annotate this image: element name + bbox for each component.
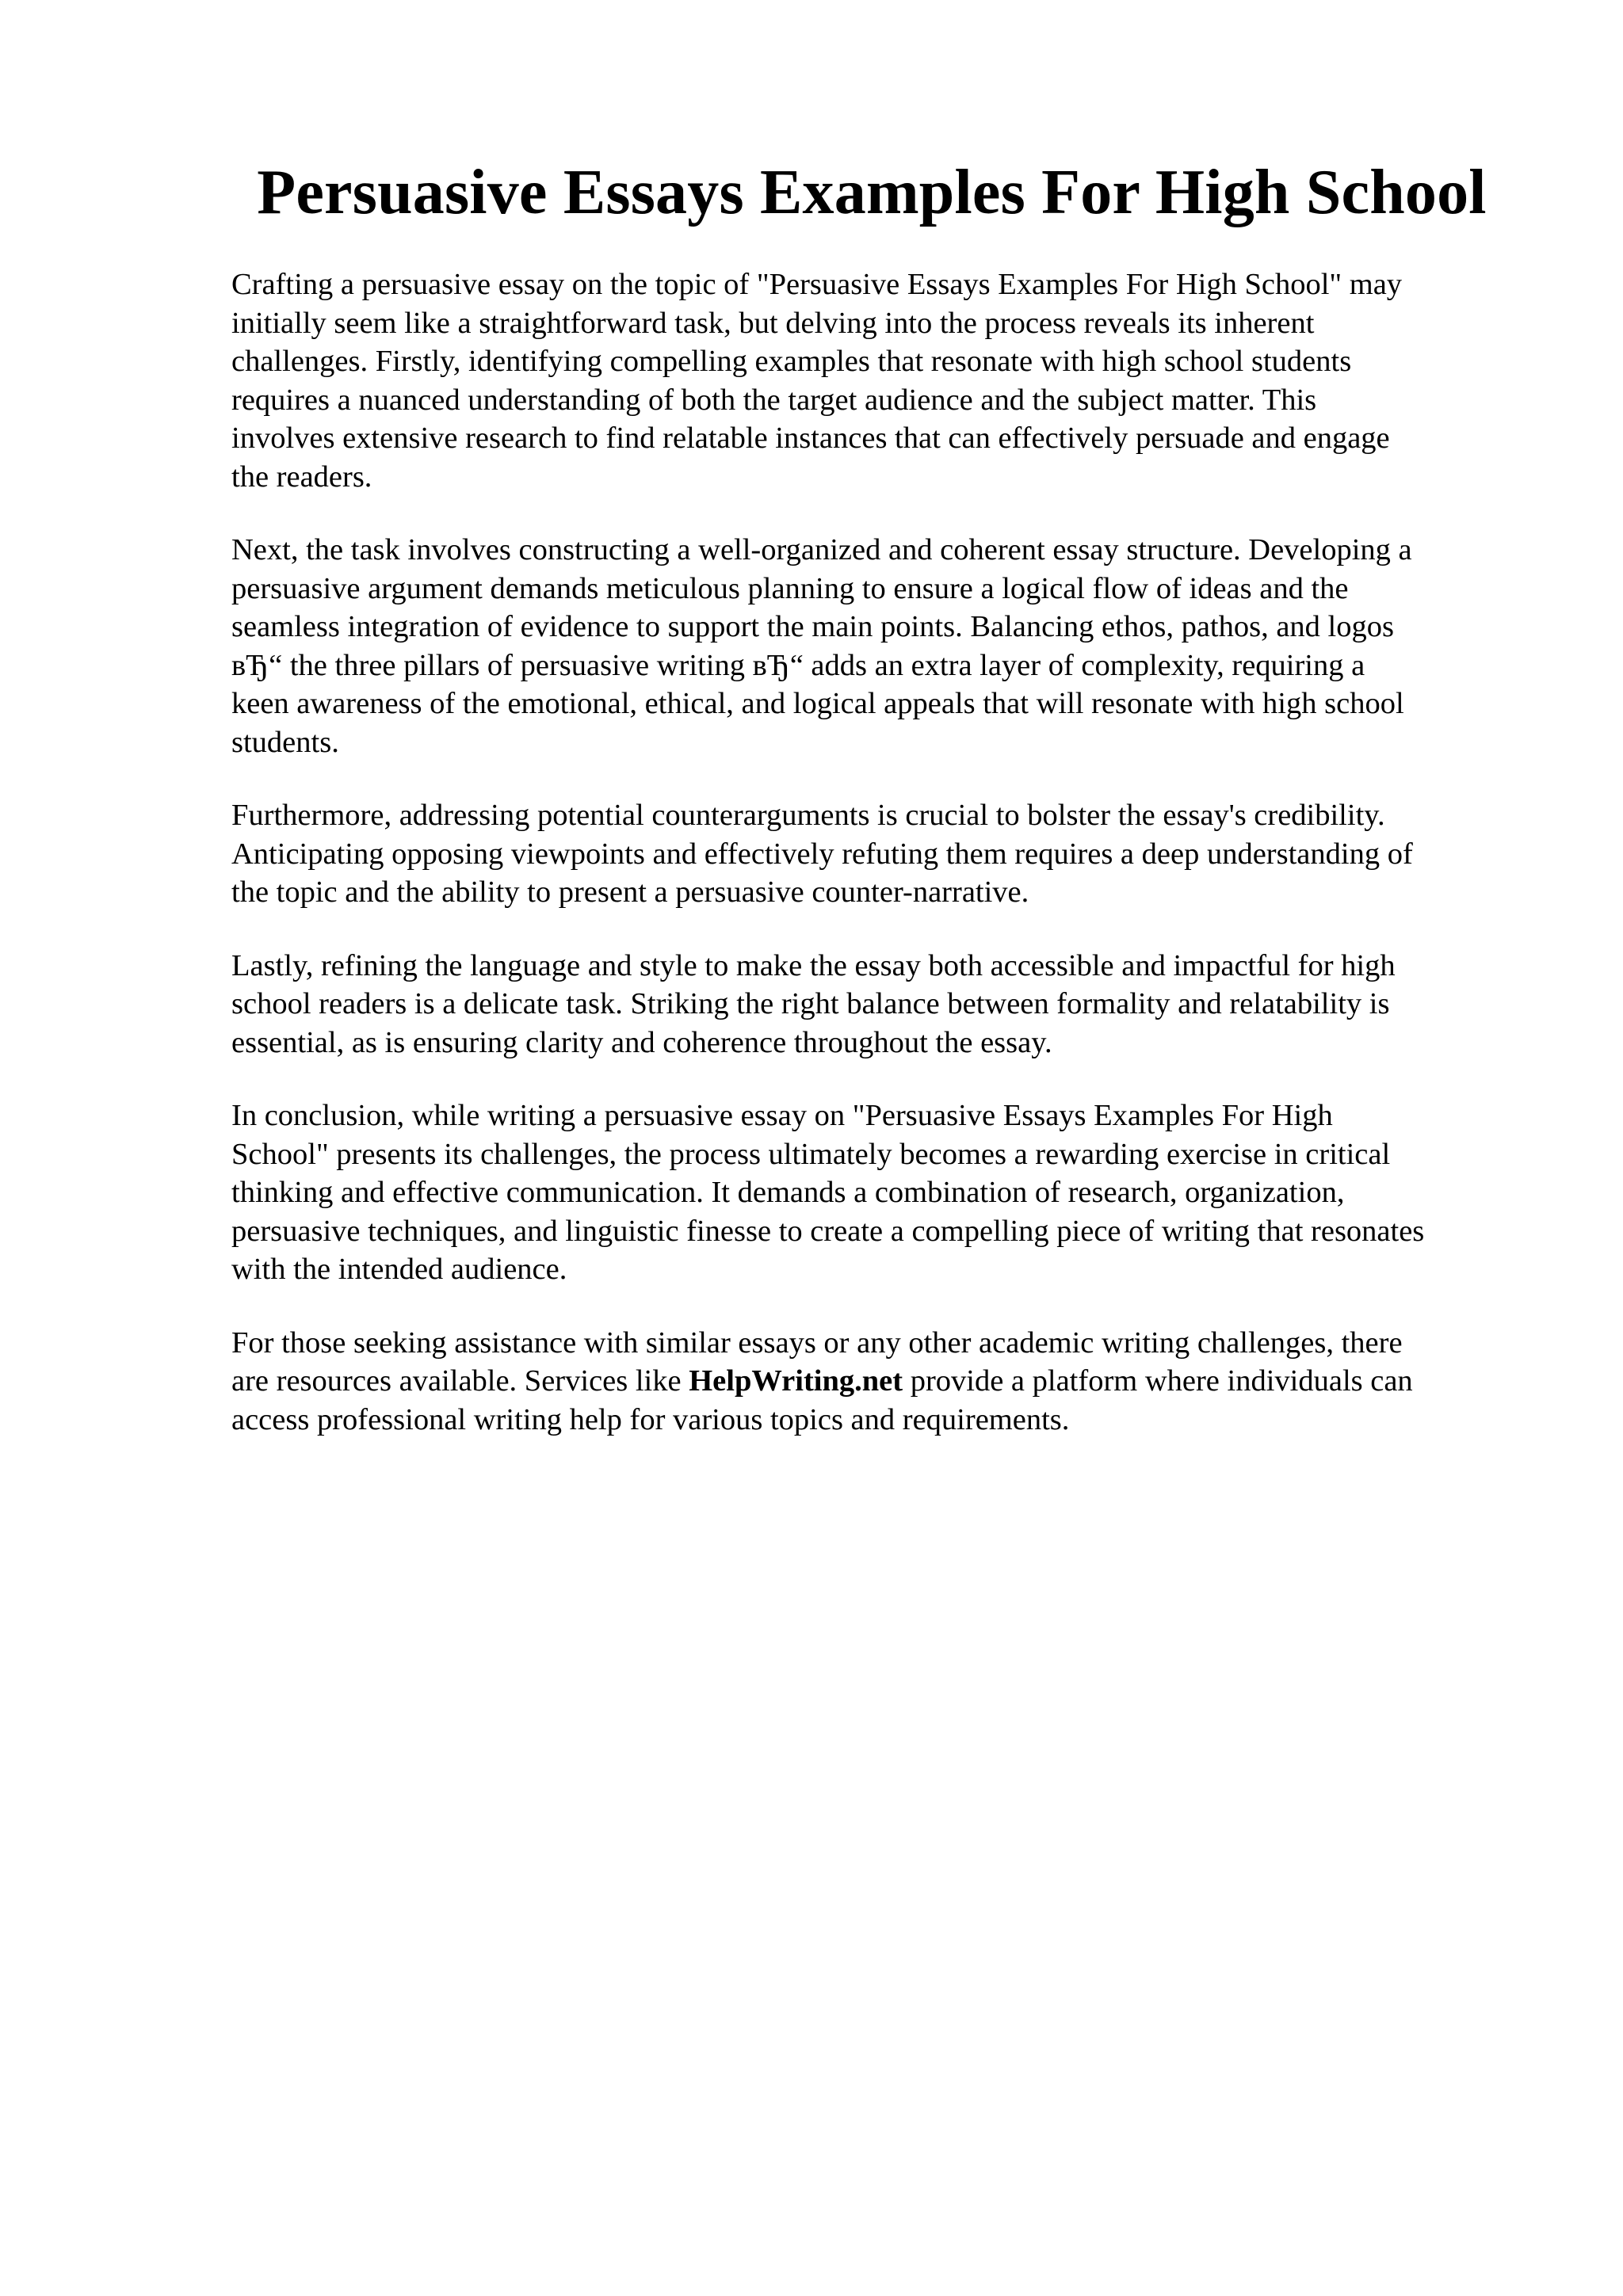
paragraph-language-style	[231, 947, 1531, 1062]
text-line: students.	[231, 725, 339, 759]
text-line: the readers.	[231, 460, 372, 494]
text-line: essential, as is ensuring clarity and coherence throughout the essay.	[231, 1025, 1052, 1059]
document-body	[231, 265, 1531, 1474]
text-line: the topic and the ability to present a persuasive counter-narrative.	[231, 875, 1029, 909]
text-line: initially seem like a straightforward task, but delving into the process reveals its inherent	[231, 306, 1315, 340]
text-line: persuasive techniques, and linguistic finesse to create a compelling piece of writing that resonates	[231, 1214, 1425, 1248]
text-line: involves extensive research to find relatable instances that can effectively persuade and engage	[231, 421, 1390, 455]
text-line: requires a nuanced understanding of both the target audience and the subject matter. This	[231, 383, 1317, 417]
text-line: Anticipating opposing viewpoints and effectively refuting them requires a deep understanding of	[231, 837, 1413, 871]
text-line: School" presents its challenges, the process ultimately becomes a rewarding exercise in critical	[231, 1137, 1391, 1171]
text-segment: are resources available. Services like	[231, 1364, 689, 1398]
document-title: Persuasive Essays Examples For High School	[257, 158, 1487, 227]
text-line: access professional writing help for various topics and requirements.	[231, 1402, 1070, 1436]
text-line: In conclusion, while writing a persuasive essay on "Persuasive Essays Examples For High	[231, 1099, 1333, 1132]
text-line: persuasive argument demands meticulous planning to ensure a logical flow of ideas and the	[231, 571, 1349, 605]
text-line: Furthermore, addressing potential counterarguments is crucial to bolster the essay's credibility.	[231, 799, 1385, 832]
text-line: school readers is a delicate task. Striking the right balance between formality and relatability is	[231, 987, 1390, 1020]
paragraph-conclusion	[231, 1097, 1531, 1289]
text-line: Crafting a persuasive essay on the topic of "Persuasive Essays Examples For High School" may	[231, 268, 1403, 301]
text-line-with-link	[231, 1362, 1531, 1401]
text-line: seamless integration of evidence to support the main points. Balancing ethos, pathos, and logos	[231, 610, 1394, 643]
text-line: keen awareness of the emotional, ethical, and logical appeals that will resonate with high school	[231, 687, 1404, 720]
text-line: Lastly, refining the language and style to make the essay both accessible and impactful for high	[231, 948, 1396, 982]
helpwriting-link[interactable]: HelpWriting.net	[689, 1364, 903, 1398]
text-line: challenges. Firstly, identifying compelling examples that resonate with high school students	[231, 345, 1352, 378]
paragraph-counterarguments	[231, 796, 1531, 912]
text-line: thinking and effective communication. It demands a combination of research, organization,	[231, 1176, 1345, 1209]
paragraph-resources	[231, 1324, 1531, 1440]
text-line: For those seeking assistance with similar essays or any other academic writing challenges, there	[231, 1325, 1403, 1360]
text-line: Next, the task involves constructing a well-organized and coherent essay structure. Developing a	[231, 533, 1412, 566]
paragraph-intro	[231, 265, 1531, 496]
text-segment: provide a platform where individuals can	[903, 1364, 1413, 1398]
paragraph-structure	[231, 531, 1531, 761]
text-line: with the intended audience.	[231, 1253, 567, 1286]
text-line: вЂ“ the three pillars of persuasive writing вЂ“ adds an extra layer of complexity, requiring a	[231, 648, 1365, 682]
